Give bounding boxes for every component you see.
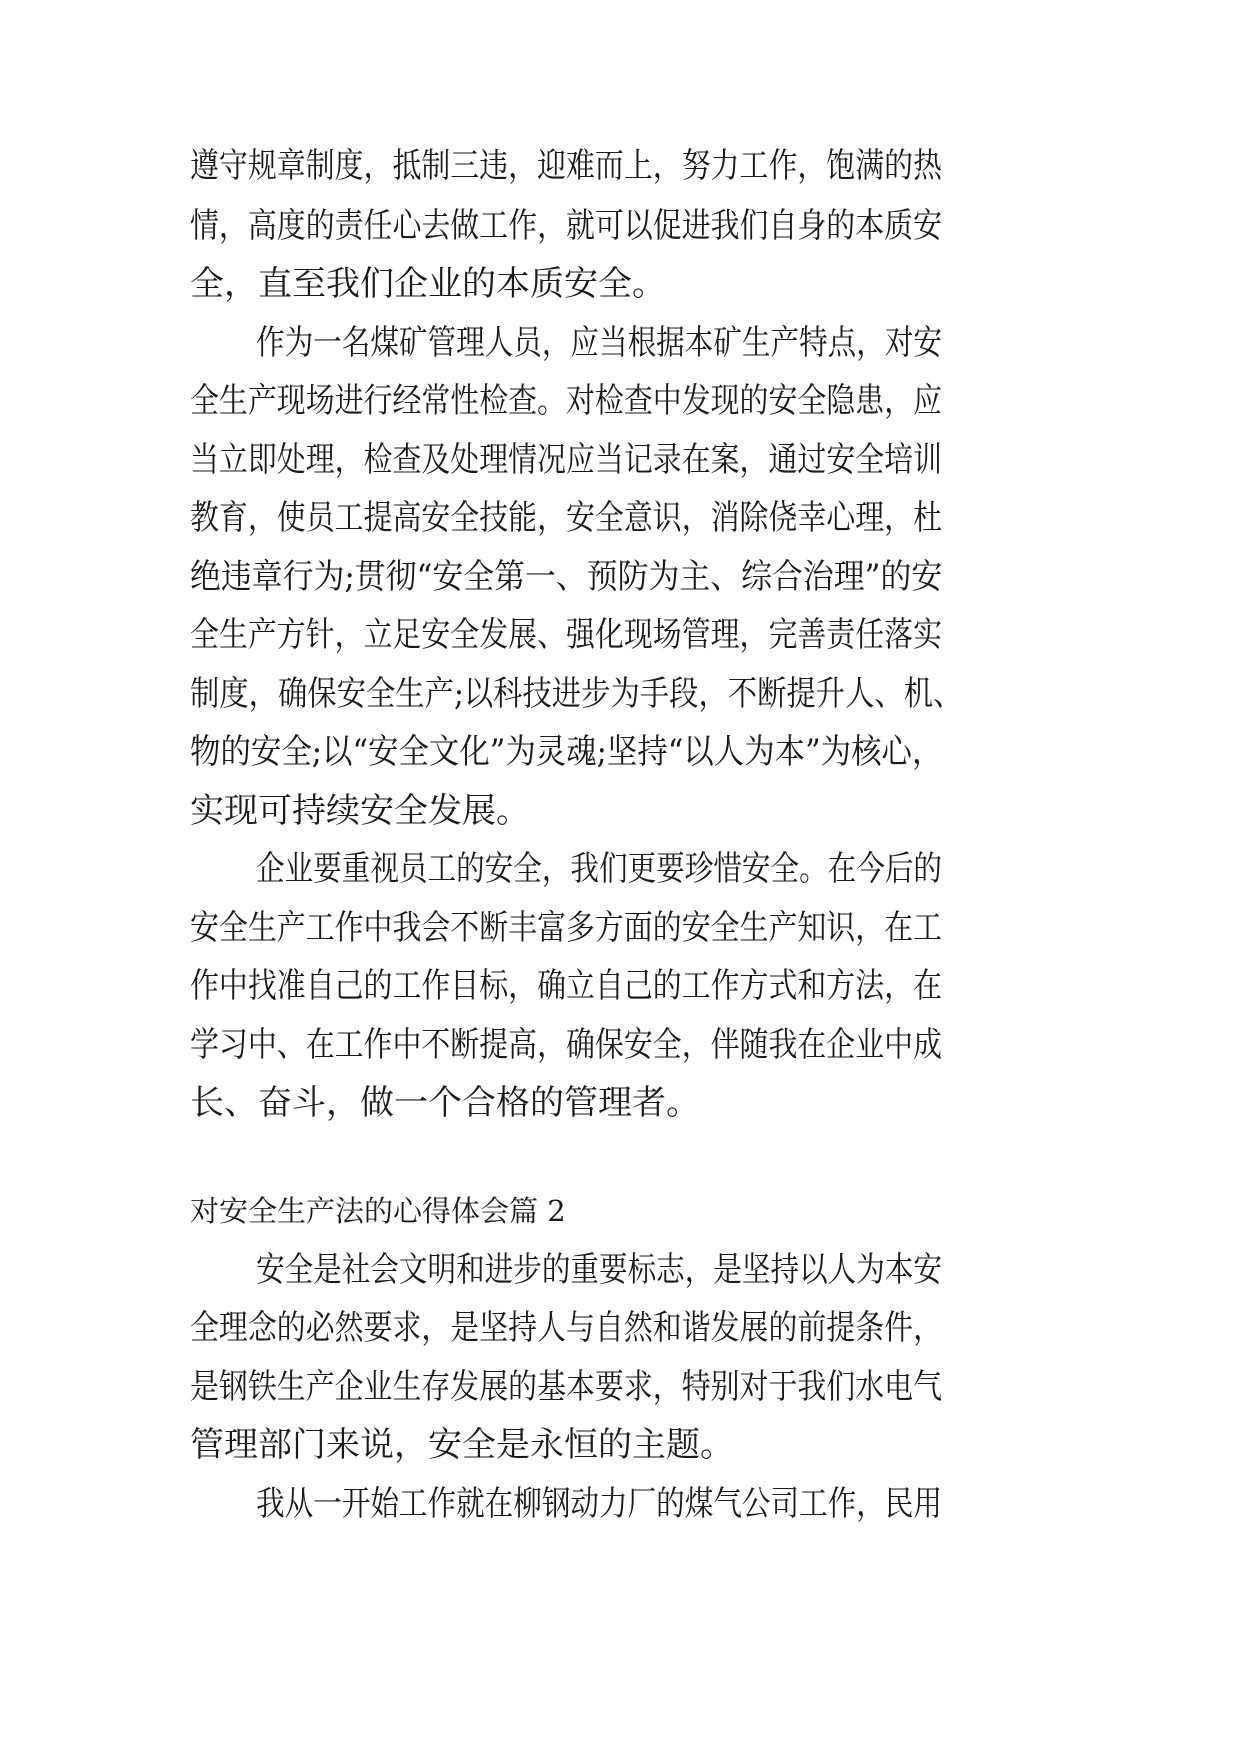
text-line: 绝违章行为;贯彻“安全第一、预防为主、综合治理”的安 xyxy=(190,557,943,597)
text-line: 情，高度的责任心去做工作，就可以促进我们自身的本质安 xyxy=(190,206,942,246)
text-line: 物的安全;以“安全文化”为灵魂;坚持“以人为本”为核心， xyxy=(190,732,943,772)
text-line: 实现可持续安全发展。 xyxy=(190,791,530,831)
section-heading: 对安全生产法的心得体会篇 2 xyxy=(190,1194,566,1228)
text-line: 学习中、在工作中不断提高，确保安全，伴随我在企业中成 xyxy=(190,1025,942,1065)
text-line: 制度，确保安全生产;以科技进步为手段，不断提升人、机、 xyxy=(190,674,963,714)
text-line: 安全生产工作中我会不断丰富多方面的安全生产知识，在工 xyxy=(190,908,942,948)
text-line: 全生产现场进行经常性检查。对检查中发现的安全隐患，应 xyxy=(190,381,942,421)
text-line: 安全是社会文明和进步的重要标志，是坚持以人为本安 xyxy=(256,1250,942,1290)
text-line: 全理念的必然要求，是坚持人与自然和谐发展的前提条件， xyxy=(190,1308,942,1348)
text-line: 遵守规章制度，抵制三违，迎难而上，努力工作，饱满的热 xyxy=(190,146,942,186)
text-line: 全生产方针，立足安全发展、强化现场管理，完善责任落实 xyxy=(190,615,942,655)
text-line: 作中找准自己的工作目标，确立自己的工作方式和方法，在 xyxy=(190,966,942,1006)
text-line: 作为一名煤矿管理人员，应当根据本矿生产特点，对安 xyxy=(256,323,942,363)
text-line: 当立即处理，检查及处理情况应当记录在案，通过安全培训 xyxy=(190,440,942,480)
text-line: 管理部门来说，安全是永恒的主题。 xyxy=(190,1425,734,1465)
text-line: 我从一开始工作就在柳钢动力厂的煤气公司工作，民用 xyxy=(256,1484,942,1524)
text-line: 是钢铁生产企业生存发展的基本要求，特别对于我们水电气 xyxy=(190,1367,942,1407)
text-line: 长、奋斗，做一个合格的管理者。 xyxy=(190,1083,700,1123)
text-line: 全，直至我们企业的本质安全。 xyxy=(190,264,666,304)
text-line: 教育，使员工提高安全技能，安全意识，消除侥幸心理，杜 xyxy=(190,498,942,538)
text-line: 企业要重视员工的安全，我们更要珍惜安全。在今后的 xyxy=(256,849,942,889)
